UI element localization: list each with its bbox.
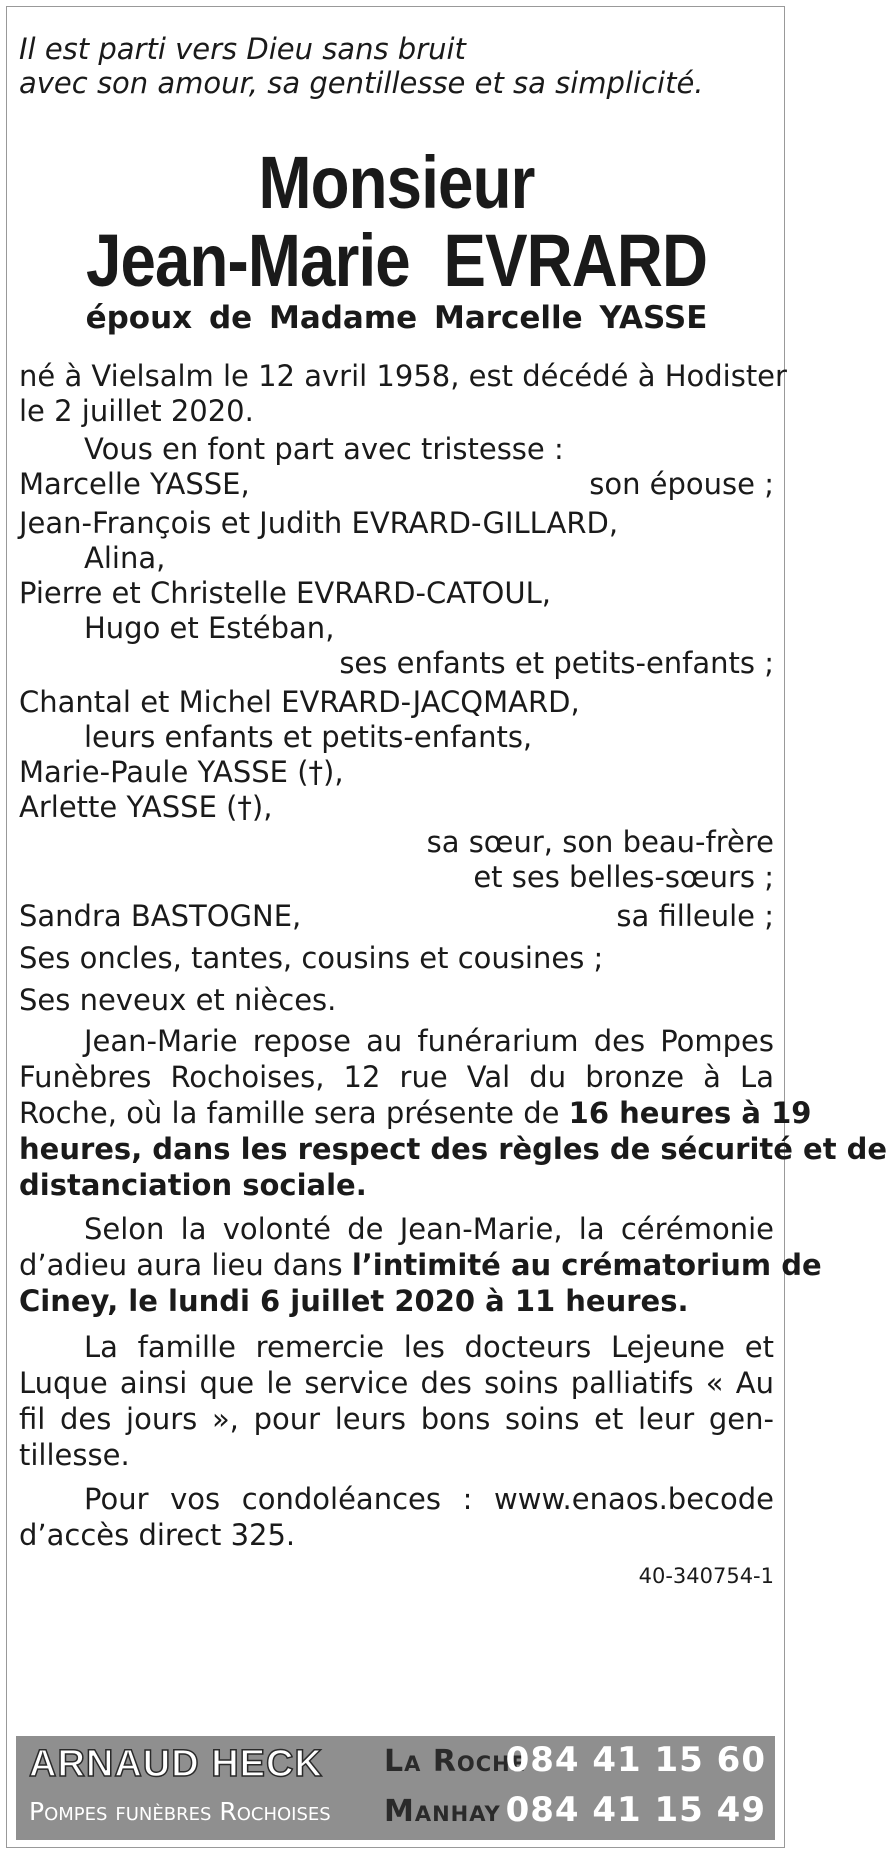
children-role: ses enfants et petits-enfants ; bbox=[339, 646, 774, 680]
repose-line-5: distanciation sociale. bbox=[19, 1168, 367, 1202]
funeral-home-banner bbox=[16, 1736, 775, 1840]
ceremony-place: l’intimité au crématorium de bbox=[351, 1248, 822, 1282]
intro-line: Vous en font part avec tristesse : bbox=[84, 432, 564, 466]
sibling-3: Arlette YASSE (†), bbox=[19, 790, 273, 824]
thanks-line-3: fil des jours », pour leurs bons soins et leur gen- bbox=[19, 1402, 774, 1436]
repose-hours: 16 heures à 19 bbox=[568, 1096, 812, 1130]
condolences-line-2: d’accès direct 325. bbox=[19, 1518, 296, 1552]
condolences-line-1: Pour vos condoléances : www.enaos.becode bbox=[84, 1482, 774, 1516]
ceremony-line-2 bbox=[19, 1246, 822, 1284]
phone-manhay: 084 41 15 49 bbox=[505, 1790, 766, 1830]
repose-line-4: heures, dans les respect des règles de sécurité et de bbox=[19, 1132, 887, 1166]
subtitle-spouse: époux de Madame Marcelle YASSE bbox=[85, 300, 708, 336]
ceremony-line-3: Ciney, le lundi 6 juillet 2020 à 11 heures. bbox=[19, 1284, 689, 1318]
title-line-1: Monsieur bbox=[258, 141, 535, 224]
sibling-2: Marie-Paule YASSE (†), bbox=[19, 755, 344, 789]
grandchild-2: Hugo et Estéban, bbox=[84, 611, 335, 645]
ceremony-line-2-text: d’adieu aura lieu dans bbox=[19, 1248, 352, 1282]
child-2: Pierre et Christelle EVRARD-CATOUL, bbox=[19, 576, 551, 610]
birth-line-1: né à Vielsalm le 12 avril 1958, est décédé à Hodister bbox=[19, 359, 787, 393]
thanks-line-4: tillesse. bbox=[19, 1438, 130, 1472]
repose-line-2: Funèbres Rochoises, 12 rue Val du bronze à La bbox=[19, 1060, 774, 1094]
spouse-name: Marcelle YASSE, bbox=[19, 467, 250, 501]
grandchild-1: Alina, bbox=[84, 541, 166, 575]
thanks-line-2: Luque ainsi que le service des soins palliatifs « Au bbox=[19, 1366, 774, 1400]
spouse-row bbox=[19, 465, 774, 503]
quote-line-1: Il est parti vers Dieu sans bruit bbox=[19, 32, 466, 66]
sibling-1: Chantal et Michel EVRARD-JACQMARD, bbox=[19, 685, 580, 719]
repose-line-1: Jean-Marie repose au funérarium des Pompes bbox=[84, 1024, 774, 1058]
reference-number: 40-340754-1 bbox=[638, 1564, 774, 1588]
ceremony-line-1: Selon la volonté de Jean-Marie, la cérémonie bbox=[84, 1212, 774, 1246]
company-name: ARNAUD HECK bbox=[29, 1743, 323, 1785]
city-manhay: Manhay bbox=[384, 1794, 501, 1829]
repose-line-3-text: Roche, où la famille sera présente de bbox=[19, 1096, 569, 1130]
sibling-1-kids: leurs enfants et petits-enfants, bbox=[84, 720, 533, 754]
siblings-role-1: sa sœur, son beau-frère bbox=[426, 825, 774, 859]
uncles-line: Ses oncles, tantes, cousins et cousines ; bbox=[19, 941, 604, 975]
phone-la-roche: 084 41 15 60 bbox=[505, 1740, 766, 1780]
birth-line-2: le 2 juillet 2020. bbox=[19, 394, 254, 428]
godchild-row bbox=[19, 897, 774, 935]
title-line-2: Jean-Marie EVRARD bbox=[85, 219, 708, 302]
nephews-line: Ses neveux et nièces. bbox=[19, 983, 337, 1017]
child-1: Jean-François et Judith EVRARD-GILLARD, bbox=[19, 506, 619, 540]
siblings-role-2: et ses belles-sœurs ; bbox=[473, 860, 774, 894]
quote-line-2: avec son amour, sa gentillesse et sa simplicité. bbox=[19, 66, 704, 100]
godchild-role: sa filleule ; bbox=[616, 899, 774, 933]
godchild-name: Sandra BASTOGNE, bbox=[19, 899, 302, 933]
repose-line-3 bbox=[19, 1094, 812, 1132]
city-la-roche: La Roche bbox=[384, 1744, 527, 1779]
spouse-role: son épouse ; bbox=[589, 467, 774, 501]
thanks-line-1: La famille remercie les docteurs Lejeune et bbox=[84, 1330, 774, 1364]
company-subtitle: Pompes funèbres Rochoises bbox=[29, 1797, 331, 1826]
